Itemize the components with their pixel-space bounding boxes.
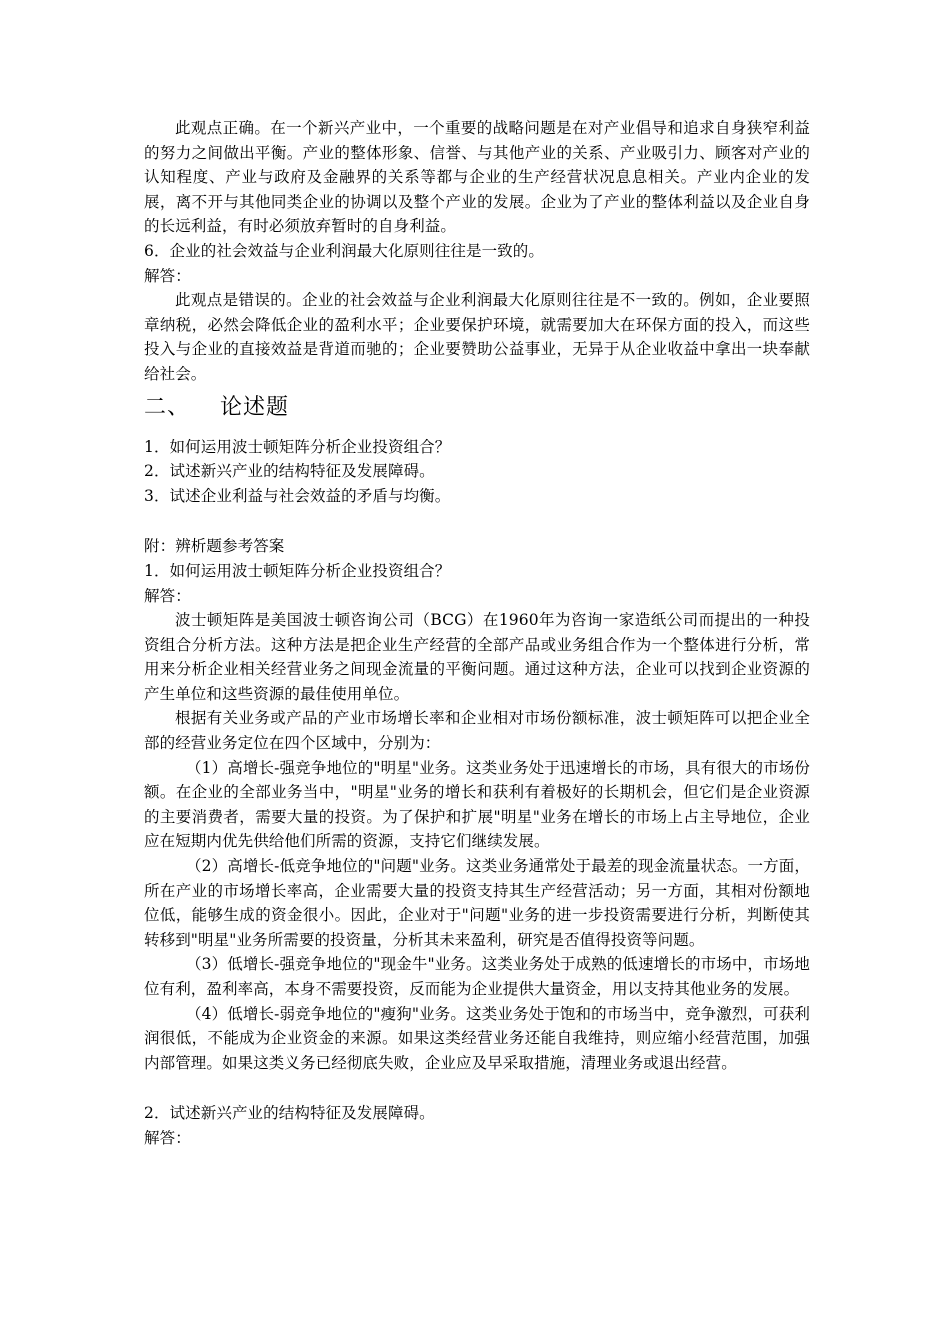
section-title: 论述题 xyxy=(220,394,290,420)
paragraph: 6．企业的社会效益与企业利润最大化原则往往是一致的。 xyxy=(144,241,544,260)
paragraph: 1．如何运用波士顿矩阵分析企业投资组合？ xyxy=(144,561,451,580)
paragraph: 1．如何运用波士顿矩阵分析企业投资组合？ xyxy=(144,437,451,456)
paragraph: 3．试述企业利益与社会效益的矛盾与均衡。 xyxy=(144,486,451,505)
paragraph: 此观点是错误的。企业的社会效益与企业利润最大化原则往往是不一致的。例如，企业要照章纳税，必然会降低企业的盈利水平；企业要保护环境，就需要加大在环保方面的投入，而这些投入与企业的直接效益是背道而驰的；企业要赞助公益事业，无异于从企业收益中拿出一块奉献给社会。 xyxy=(144,291,810,383)
paragraph: 解答： xyxy=(144,586,191,605)
blank-line xyxy=(144,508,810,534)
paragraph: （2）高增长-低竞争地位的"问题"业务。这类业务通常处于最差的现金流量状态。一方面，所在产业的市场增长率高，企业需要大量的投资支持其生产经营活动；另一方面，其相对份额地位低，能够生成的资金很小。因此，企业对于"问题"业务的进一步投资需要进行分析，判断使其转移到"明星"业务所需要的投资量，分析其未来盈利，研究是否值得投资等问题。 xyxy=(144,857,810,949)
paragraph: 附：辨析题参考答案 xyxy=(144,537,285,556)
paragraph: 此观点正确。在一个新兴产业中，一个重要的战略问题是在对产业倡导和追求自身狭窄利益的努力之间做出平衡。产业的整体形象、信誉、与其他产业的关系、产业吸引力、顾客对产业的认知程度、产业与政府及金融界的关系等都与企业的生产经营状况息息相关。产业内企业的发展，离不开与其他同类企业的协调以及整个产业的发展。企业为了产业的整体利益以及企业自身的长远利益，有时必须放弃暂时的自身利益。 xyxy=(144,119,810,236)
document-page xyxy=(144,116,810,1151)
paragraph: 波士顿矩阵是美国波士顿咨询公司（BCG）在1960年为咨询一家造纸公司而提出的一种投资组合分析方法。这种方法是把企业生产经营的全部产品或业务组合作为一个整体进行分析，常用来分析企业相关经营业务之间现金流量的平衡问题。通过这种方法，企业可以找到企业资源的产生单位和这些资源的最佳使用单位。 xyxy=(144,611,810,703)
paragraph: 根据有关业务或产品的产业市场增长率和企业相对市场份额标准，波士顿矩阵可以把企业全部的经营业务定位在四个区域中，分别为： xyxy=(144,709,810,753)
paragraph: 解答： xyxy=(144,1128,191,1147)
paragraph: （1）高增长-强竞争地位的"明星"业务。这类业务处于迅速增长的市场，具有很大的市场份额。在企业的全部业务当中，"明星"业务的增长和获利有着极好的长期机会，但它们是企业资源的主要消费者，需要大量的投资。为了保护和扩展"明星"业务在增长的市场上占主导地位，企业应在短期内优先供给他们所需的资源，支持它们继续发展。 xyxy=(144,758,810,851)
paragraph: 2．试述新兴产业的结构特征及发展障碍。 xyxy=(144,1104,435,1123)
blank-line xyxy=(144,1075,810,1101)
paragraph: （3）低增长-强竞争地位的"现金牛"业务。这类业务处于成熟的低速增长的市场中，市场地位有利，盈利率高，本身不需要投资，反而能为企业提供大量资金，用以支持其他业务的发展。 xyxy=(144,955,810,998)
paragraph: 解答： xyxy=(144,266,191,285)
section-number: 二、 xyxy=(144,394,191,420)
section-heading xyxy=(144,393,810,423)
paragraph: （4）低增长-弱竞争地位的"瘦狗"业务。这类业务处于饱和的市场当中，竞争激烈，可获利润很低，不能成为企业资金的来源。如果这类经营业务还能自我维持，则应缩小经营范围，加强内部管理。如果这类义务已经彻底失败，企业应及早采取措施，清理业务或退出经营。 xyxy=(144,1004,810,1072)
paragraph: 2．试述新兴产业的结构特征及发展障碍。 xyxy=(144,462,435,481)
